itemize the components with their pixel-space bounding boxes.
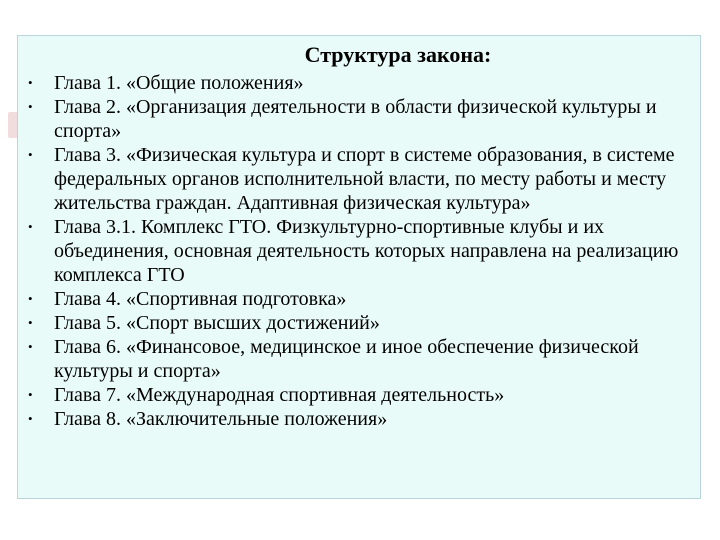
bullet-icon: • (28, 147, 33, 162)
bullet-icon: • (28, 387, 33, 402)
list-item (18, 215, 692, 287)
chapter-list (18, 71, 692, 431)
slide-title: Структура закона: (304, 42, 492, 67)
bullet-icon: • (28, 219, 33, 234)
bullet-icon: • (28, 339, 33, 354)
chapter-text: Глава 4. «Спортивная подготовка» (54, 288, 347, 310)
slide-panel (17, 35, 701, 499)
bullet-icon: • (28, 411, 33, 426)
list-item (18, 95, 692, 143)
chapter-text: Глава 7. «Международная спортивная деятельность» (54, 384, 505, 406)
chapter-text: Глава 3. «Физическая культура и спорт в системе образования, в системе федеральных органов исполнительной власти, по месту работы и месту жительства граждан. Адаптивная физическая культура» (54, 144, 675, 214)
chapter-text: Глава 1. «Общие положения» (54, 72, 304, 94)
bullet-icon: • (28, 75, 33, 90)
list-item (18, 383, 692, 407)
list-item (18, 311, 692, 335)
chapter-text: Глава 8. «Заключительные положения» (54, 408, 388, 430)
chapter-text: Глава 3.1. Комплекс ГТО. Физкультурно-спортивные клубы и их объединения, основная деятельность которых направлена на реализацию комплекса ГТО (54, 216, 679, 286)
list-item (18, 335, 692, 383)
chapter-text: Глава 6. «Финансовое, медицинское и иное обеспечение физической культуры и спорта» (54, 336, 639, 382)
bullet-icon: • (28, 315, 33, 330)
list-item (18, 143, 692, 215)
list-item (18, 71, 692, 95)
list-item (18, 407, 692, 431)
bullet-icon: • (28, 99, 33, 114)
chapter-text: Глава 2. «Организация деятельности в области физической культуры и спорта» (54, 96, 657, 142)
chapter-text: Глава 5. «Спорт высших достижений» (54, 312, 380, 334)
bullet-icon: • (28, 291, 33, 306)
list-item (18, 287, 692, 311)
